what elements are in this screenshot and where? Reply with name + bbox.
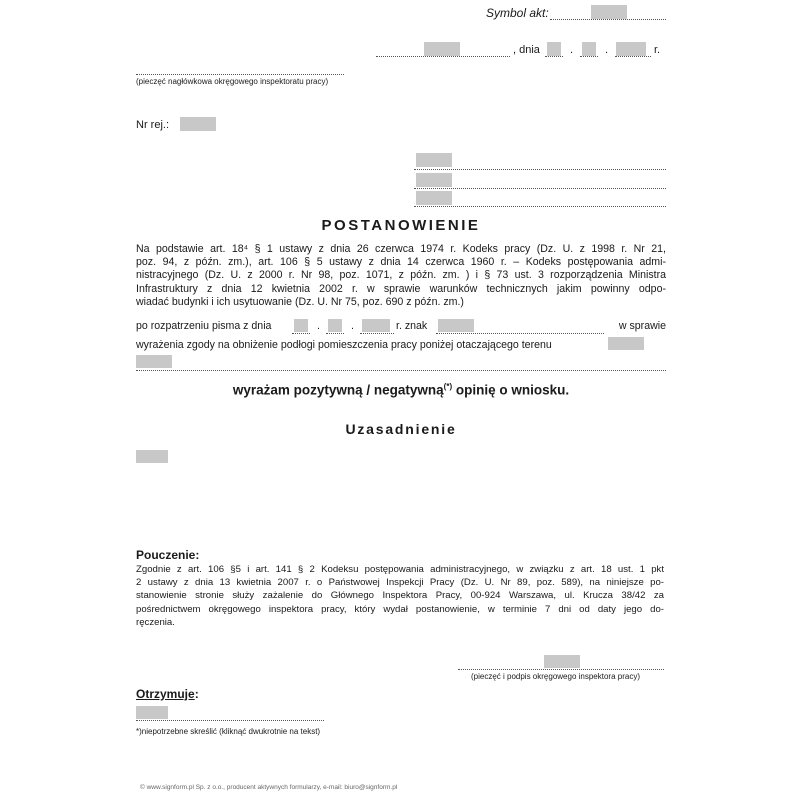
legal-basis-line: poz. 94, z późn. zm.), art. 106 § 5 ustawy z dnia 14 czerwca 1960 r. – Kodeks postępowania admi- <box>136 256 666 269</box>
letter-month-field[interactable] <box>328 319 342 332</box>
instruction-line: Zgodnie z art. 106 §5 i art. 141 § 2 Kodeksu postępowania administracyjnego, w związku z art. 18 ust. 1 pkt <box>136 564 664 575</box>
subject-row <box>136 339 666 371</box>
legal-basis-line: Na podstawie art. 18⁴ § 1 ustawy z dnia 26 czerwca 1974 r. Kodeks pracy (Dz. U. z 1998 r. Nr 21, <box>136 243 666 255</box>
justification-title: Uzasadnienie <box>345 421 457 437</box>
instruction-line: ręczenia. <box>136 616 175 628</box>
instruction-title: Pouczenie: <box>136 548 200 562</box>
signature-field[interactable] <box>544 655 580 668</box>
subject-field-b[interactable] <box>136 355 172 368</box>
opinion-statement[interactable] <box>136 382 666 398</box>
nr-rej-label: Nr rej.: <box>136 119 169 131</box>
nr-rej-field[interactable] <box>180 117 216 131</box>
symbol-akt-line <box>550 19 666 20</box>
instruction-line: stanowienie stronie służy zażalenie do Głównego Inspektora Pracy, 00-924 Warszawa, ul. Krucza 38/42 za <box>136 590 664 602</box>
signature-caption: (pieczęć i podpis okręgowego inspektora pracy) <box>471 672 640 681</box>
w-sprawie-label: w sprawie <box>618 320 666 332</box>
document-title: POSTANOWIENIE <box>321 217 481 234</box>
legal-basis-line: Infrastruktury z dnia 12 kwietnia 2002 r. w sprawie warunków technicznych jakim powinny odpo- <box>136 282 666 295</box>
subject-field-a[interactable] <box>608 337 644 350</box>
subject-text: wyrażenia zgody na obniżenie podłogi pomieszczenia pracy poniżej otaczającego terenu <box>136 339 552 351</box>
recipients-title: Otrzymuje: <box>136 687 199 701</box>
symbol-akt-label: Symbol akt: <box>486 6 549 20</box>
examination-row: po rozpatrzeniu pisma z dnia . . r. znak w sprawie <box>136 320 666 332</box>
year-field[interactable] <box>616 42 646 56</box>
addressee-line-1[interactable] <box>416 153 452 167</box>
page-footer: © www.signform.pl Sp. z o.o., producent aktywnych formularzy, e-mail: biuro@signform.pl <box>140 784 398 791</box>
addressee-line-2[interactable] <box>416 173 452 187</box>
legal-basis <box>136 243 666 309</box>
symbol-akt-row <box>486 5 666 21</box>
opinion-suffix: opinię o wniosku. <box>452 382 570 398</box>
r-znak-label: r. znak <box>396 320 428 332</box>
place-field[interactable] <box>424 42 460 56</box>
addressee-line-3[interactable] <box>416 191 452 205</box>
r-label: r. <box>654 44 661 56</box>
justification-field[interactable] <box>136 450 168 463</box>
symbol-akt-field[interactable] <box>591 5 627 19</box>
dnia-label: , dnia <box>513 44 540 56</box>
letter-ref-field[interactable] <box>438 319 474 332</box>
addressee-block <box>414 153 666 207</box>
day-field[interactable] <box>547 42 561 56</box>
examination-prefix: po rozpatrzeniu pisma z dnia <box>136 320 272 332</box>
legal-basis-line: nistracyjnego (Dz. U. z 2000 r. Nr 98, poz. 1071, z późn. zm. ) i § 73 ust. 3 rozporządzenia Ministra <box>136 269 666 282</box>
stamp-line <box>136 74 344 75</box>
stamp-caption: (pieczęć nagłówkowa okręgowego inspektoratu pracy) <box>136 77 329 86</box>
signature-line <box>458 669 664 670</box>
recipients-label: Otrzymuje <box>136 687 195 701</box>
legal-basis-line: wiadać budynki i ich usytuowanie (Dz. U. Nr 75, poz. 690 z późn. zm.) <box>136 295 464 308</box>
instruction-line: pośrednictwem okręgowego inspektora pracy, który wydał postanowienie, w terminie 7 dni od daty jego do- <box>136 603 664 615</box>
place-date-row: , dnia . . r. <box>376 42 666 58</box>
instruction-text <box>136 563 664 629</box>
month-field[interactable] <box>582 42 596 56</box>
opinion-footnote-mark: (*) <box>443 382 453 391</box>
footnote: *)niepotrzebne skreślić (kliknąć dwukrotnie na tekst) <box>136 727 321 736</box>
opinion-text[interactable]: wyrażam pozytywną / negatywną <box>232 382 444 398</box>
letter-year-field[interactable] <box>362 319 390 332</box>
instruction-line: 2 ustawy z dnia 13 kwietnia 2007 r. o Państwowej Inspekcji Pracy (Dz. U. Nr 89, poz. 589), na niniejsze po- <box>136 577 664 589</box>
recipient-field[interactable] <box>136 706 168 719</box>
recipient-line <box>136 720 324 721</box>
letter-day-field[interactable] <box>294 319 308 332</box>
